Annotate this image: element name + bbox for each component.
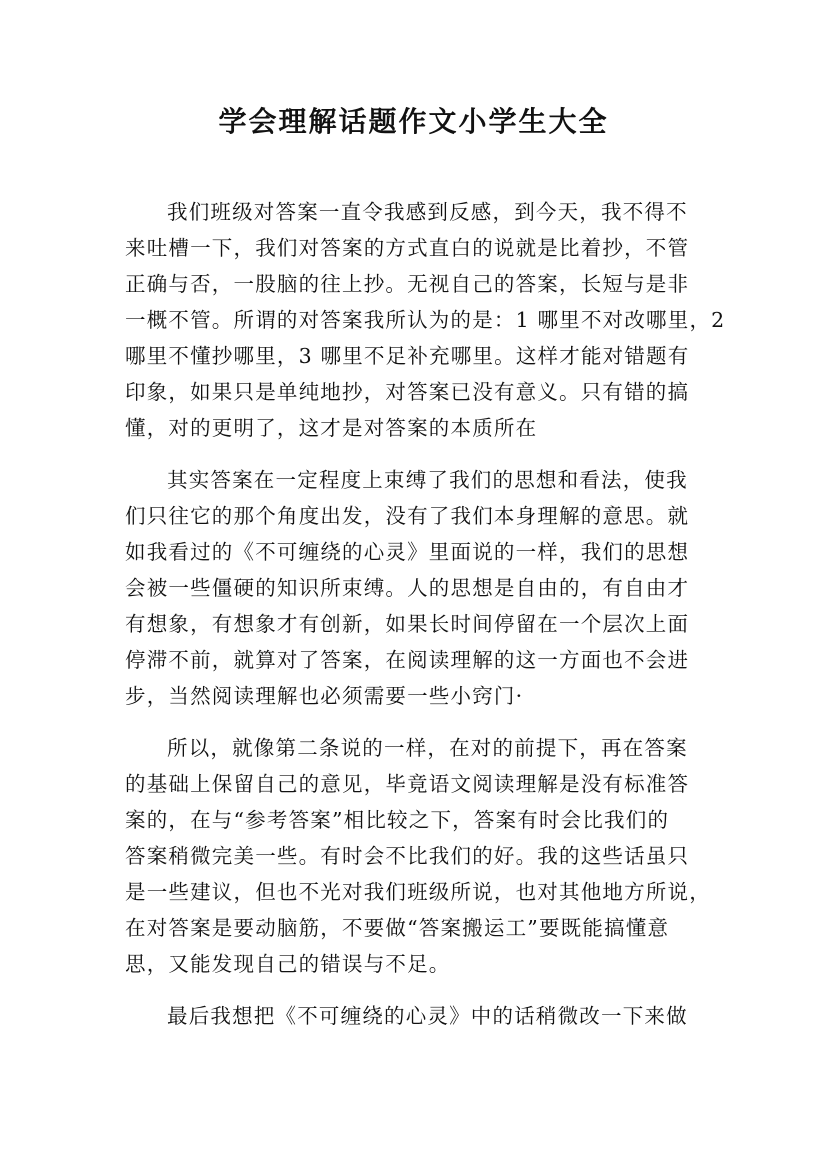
text-line: 所以，就像第二条说的一样，在对的前提下，再在答案	[167, 736, 688, 760]
text-line: 懂，对的更明了，这才是对答案的本质所在	[125, 416, 538, 440]
text-line: 印象，如果只是单纯地抄，对答案已没有意义。只有错的搞	[125, 380, 690, 404]
text-line: 们只往它的那个角度出发，没有了我们本身理解的意思。就	[125, 504, 690, 528]
text-line: 在对答案是要动脑筋，不要做“答案搬运工”要既能搞懂意	[125, 916, 670, 940]
text-line: 的基础上保留自己的意见，毕竟语文阅读理解是没有标准答	[125, 772, 690, 796]
text-line: 停滞不前，就算对了答案，在阅读理解的这一方面也不会进	[125, 648, 690, 672]
text-line: 最后我想把《不可缠绕的心灵》中的话稍微改一下来做	[167, 1004, 688, 1028]
text-line: 来吐槽一下，我们对答案的方式直白的说就是比着抄，不管	[125, 236, 690, 260]
text-line: 如我看过的《不可缠绕的心灵》里面说的一样，我们的思想	[125, 540, 690, 564]
text-line: 正确与否，一股脑的往上抄。无视自己的答案，长短与是非	[125, 272, 690, 296]
text-line: 答案稍微完美一些。有时会不比我们的好。我的这些话虽只	[125, 844, 690, 868]
text-line: 我们班级对答案一直令我感到反感，到今天，我不得不	[167, 200, 688, 224]
text-line: 会被一些僵硬的知识所束缚。人的思想是自由的，有自由才	[125, 576, 690, 600]
text-line: 步，当然阅读理解也必须需要一些小窍门·	[125, 684, 524, 708]
text-line: 是一些建议，但也不光对我们班级所说，也对其他地方所说，	[125, 880, 711, 904]
text-line: 思，又能发现自己的错误与不足。	[125, 952, 451, 976]
text-line: 有想象，有想象才有创新，如果长时间停留在一个层次上面	[125, 612, 690, 636]
text-line: 案的，在与“参考答案”相比较之下，答案有时会比我们的	[125, 808, 670, 832]
text-line: 其实答案在一定程度上束缚了我们的思想和看法，使我	[167, 468, 688, 492]
document-title: 学会理解话题作文小学生大全	[218, 105, 609, 138]
text-line: 一概不管。所谓的对答案我所认为的是：1 哪里不对改哪里，2	[125, 308, 726, 332]
text-line: 哪里不懂抄哪里，3 哪里不足补充哪里。这样才能对错题有	[125, 344, 690, 368]
